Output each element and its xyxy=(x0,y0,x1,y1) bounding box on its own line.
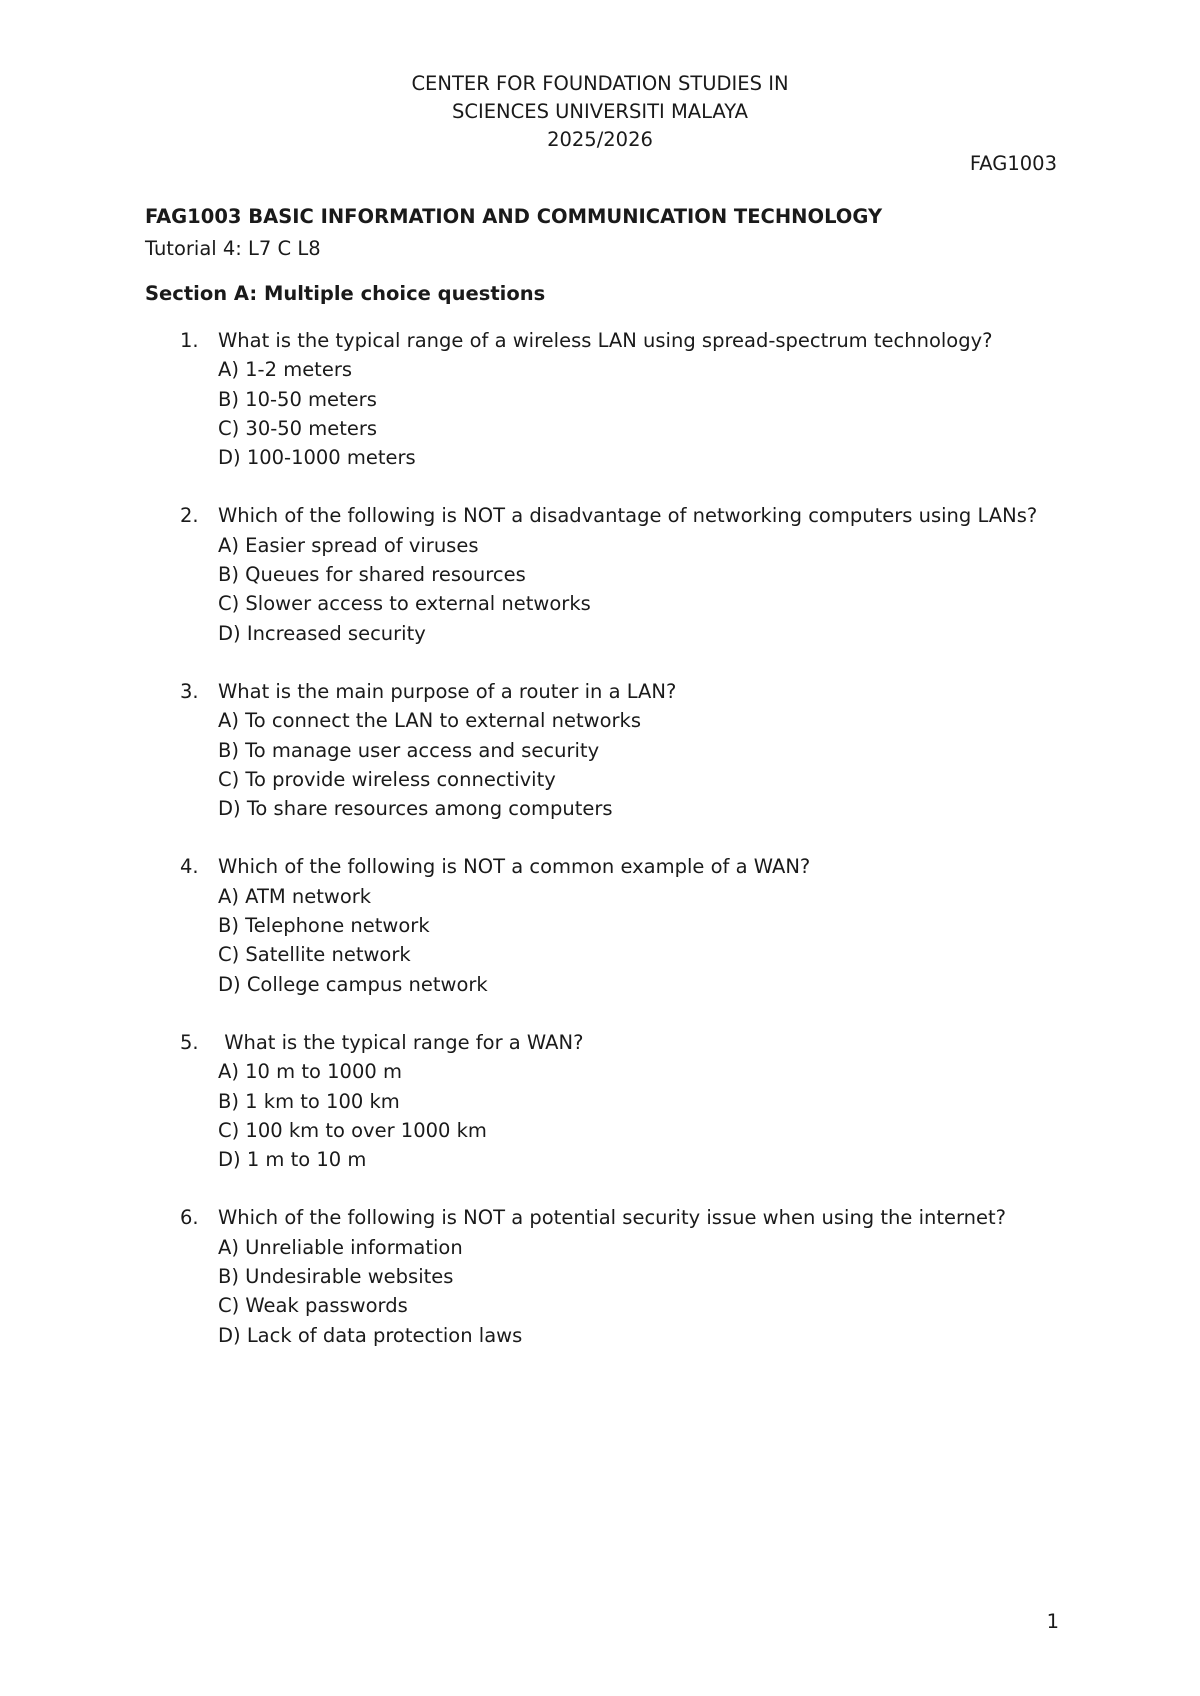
question-item xyxy=(180,501,1080,647)
answer-option: C) Satellite network xyxy=(218,943,411,967)
answer-option: D) Lack of data protection laws xyxy=(218,1323,523,1347)
question-number: 4. xyxy=(180,855,199,879)
question-text: Which of the following is NOT a common example of a WAN? xyxy=(218,855,811,879)
question-number: 3. xyxy=(180,679,199,703)
question-item xyxy=(180,1028,1080,1174)
option-list xyxy=(218,1233,1080,1350)
answer-option: C) 100 km to over 1000 km xyxy=(218,1118,487,1142)
answer-option: B) To manage user access and security xyxy=(218,738,600,762)
answer-option: D) To share resources among computers xyxy=(218,797,613,821)
page-number: 1 xyxy=(1046,1610,1059,1633)
answer-option: A) To connect the LAN to external networks xyxy=(218,709,642,733)
answer-option: A) Unreliable information xyxy=(218,1235,463,1259)
section-heading: Section A: Multiple choice questions xyxy=(145,282,546,305)
question-number: 6. xyxy=(180,1206,199,1230)
question-item xyxy=(180,326,1080,472)
answer-option: C) 30-50 meters xyxy=(218,416,378,440)
answer-option: C) Weak passwords xyxy=(218,1294,408,1318)
answer-option: B) Telephone network xyxy=(218,914,430,938)
question-text: Which of the following is NOT a potential security issue when using the internet? xyxy=(218,1206,1007,1230)
question-item xyxy=(180,852,1080,998)
question-list xyxy=(180,326,1080,1379)
option-list xyxy=(218,706,1080,823)
option-list xyxy=(218,531,1080,648)
answer-option: D) 1 m to 10 m xyxy=(218,1148,367,1172)
question-item xyxy=(180,1203,1080,1349)
document-title: FAG1003 BASIC INFORMATION AND COMMUNICATION TECHNOLOGY xyxy=(145,205,883,228)
question-number: 1. xyxy=(180,329,199,352)
option-list xyxy=(218,355,1080,472)
academic-year: 2025/2026 xyxy=(547,128,653,151)
option-list xyxy=(218,882,1080,999)
document-header xyxy=(0,70,1200,154)
question-text: Which of the following is NOT a disadvantage of networking computers using LANs? xyxy=(218,504,1038,528)
question-number: 5. xyxy=(180,1030,199,1054)
option-list xyxy=(218,1057,1080,1174)
question-text: What is the typical range of a wireless LAN using spread-spectrum technology? xyxy=(218,329,993,352)
question-text: What is the main purpose of a router in a LAN? xyxy=(218,679,677,703)
question-text: What is the typical range for a WAN? xyxy=(218,1030,584,1054)
answer-option: B) Queues for shared resources xyxy=(218,563,526,587)
answer-option: B) 1 km to 100 km xyxy=(218,1089,400,1113)
document-subtitle: Tutorial 4: L7 C L8 xyxy=(145,237,321,260)
institution-line-2: SCIENCES UNIVERSITI MALAYA xyxy=(451,100,748,123)
answer-option: D) College campus network xyxy=(218,972,488,996)
answer-option: A) 10 m to 1000 m xyxy=(218,1060,402,1084)
answer-option: B) Undesirable websites xyxy=(218,1265,454,1289)
answer-option: C) To provide wireless connectivity xyxy=(218,767,556,791)
course-code: FAG1003 xyxy=(969,152,1057,175)
answer-option: C) Slower access to external networks xyxy=(218,592,591,616)
answer-option: A) 1-2 meters xyxy=(218,358,353,382)
answer-option: B) 10-50 meters xyxy=(218,387,377,411)
answer-option: D) 100-1000 meters xyxy=(218,446,416,470)
institution-line-1: CENTER FOR FOUNDATION STUDIES IN xyxy=(411,72,789,95)
answer-option: A) Easier spread of viruses xyxy=(218,533,479,557)
answer-option: A) ATM network xyxy=(218,884,372,908)
question-item xyxy=(180,677,1080,823)
question-number: 2. xyxy=(180,504,199,528)
answer-option: D) Increased security xyxy=(218,621,426,645)
